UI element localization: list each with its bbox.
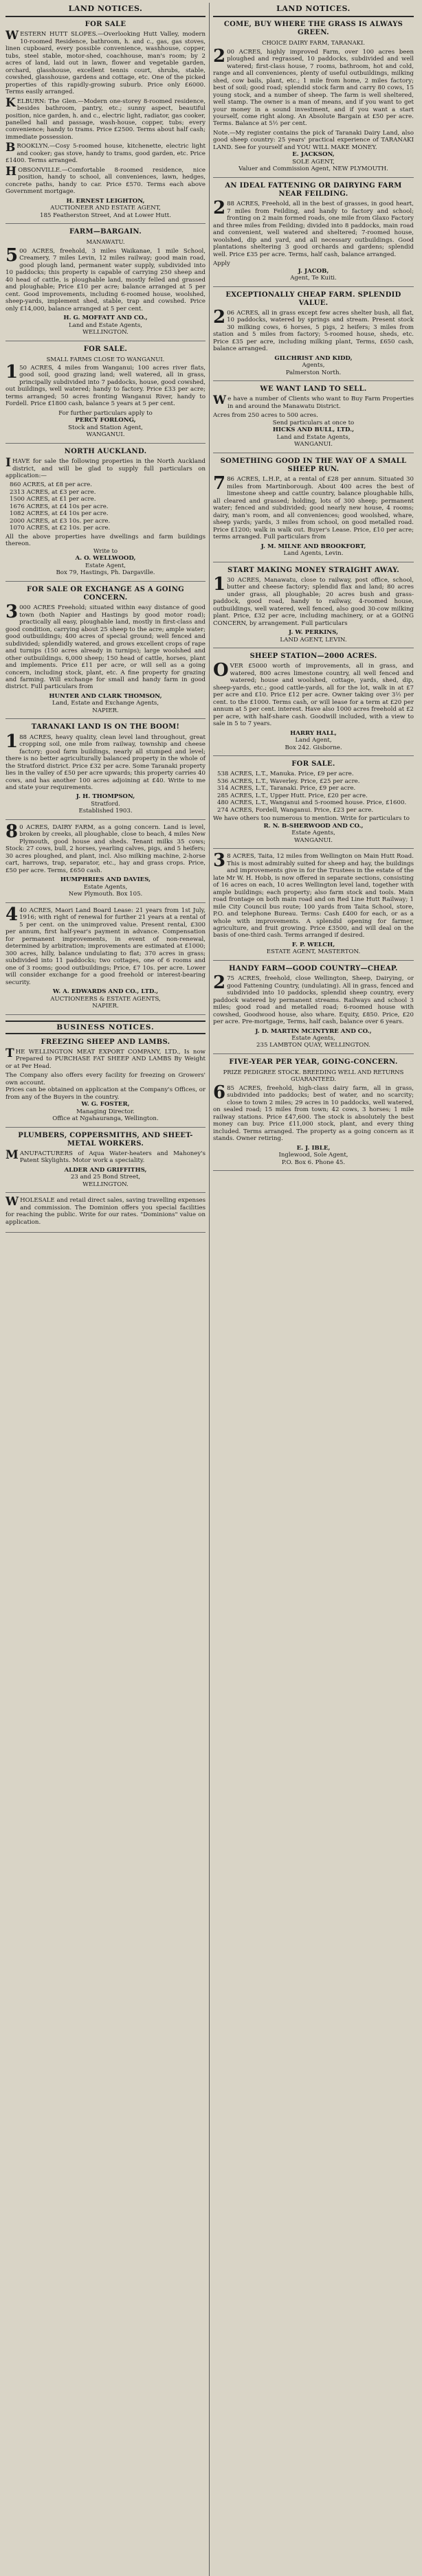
list-item: 274 ACRES, Fordell, Wanganui. Price, £23 per acre. xyxy=(217,806,374,814)
list-item: 2000 ACRES, at £3 10s. per acre. xyxy=(10,517,111,525)
ad-pedigree-stock xyxy=(213,1058,414,1171)
right-column xyxy=(210,3,417,2576)
ad-signature: H. G. MOFFATT AND CO., xyxy=(63,315,148,322)
ad-body: 38 ACRES, Taita, 12 miles from Wellington on Main Hutt Road. This is most admirably suited for sheep and hay, the buildings and improvements give in for the Trustees in the estate of the late Mr W. H. Hobb, is now offered in separate sections, consisting of 16 acres on each, 10 acres Wellington level land, together with ample buildings; each property; also farm stock and tools. Main road frontage on both main road and on Red Line Hutt Railway; 1 mile City Council bus route; 100 yards from Taita School, store, P.O. and telephone Bureau. Terms: Cash £400 for each, or as a whole with improvements. A splendid opening for farmer, agriculture, and fruit growing. Price £3500, and will deal on the basis of one-third cash. Terms arranged if desired. xyxy=(213,850,414,939)
ad-taranaki-boom xyxy=(5,723,206,820)
ad-plumbers xyxy=(5,1132,206,1194)
ad-body-kelburn: KELBURN: The Glen.—Modern one-storey 8-roomed residence, besides bathroom, pantry, etc.; sunny aspect, beautiful position, nice garden, h. and c., electric light, radiator, gas cooker, panelled hall and passage, wash-house, copper, tubs; every convenience; handy to trams. Price £2500. Terms about half cash; immediate possession. xyxy=(5,95,206,141)
ad-heading: FARM—BARGAIN. xyxy=(69,228,142,236)
ad-body: 3000 ACRES Freehold; situated within easy distance of good town (both Napier and Hastings by good motor road); practically all easy, ploughable land, mostly in first-class and good condition, carrying about 25 sheep to the acre; ample water; good outbuildings; 400 acres of special ground; well fenced and subdivided; splendidly watered, and grows excellent crops of rape and turnips (150 acres already in turnips); large woolshed and other outbuildings. 6,000 sheep; 150 head of cattle, horses, plant and implements. Price £11 per acre, or will sell as a going concern, including stock, plant, etc. A fine property for grazing and farming. Will exchange for small and handy farm in good district. Full particulars from xyxy=(5,602,206,691)
ad-signature: ALDER AND GRIFFITHS, xyxy=(64,1166,147,1174)
ad-handy-farm xyxy=(213,965,414,1054)
ad-heading: SOMETHING GOOD IN THE WAY OF A SMALL SHEEP RUN. xyxy=(220,457,407,474)
ad-signature: J. M. MILNE AND BROOKFORT, xyxy=(260,543,366,550)
ad-body: 200 ACRES, highly improved Farm, over 100 acres been ploughed and regrassed, 10 paddocks, subdivided and well watered; first-class house, 7 rooms, bathroom, hot and cold, range and all conveniences, plenty of useful outbuildings, milking shed, cow bails, plant, etc.; 1 mile from home, 2 miles factory; best of soil; good road; splendid stock farm and carry 80 cows, 15 young stock, and a number of sheep. The farm is well sheltered, well stamp. The owner is a man of means, and if you want to get your money in a sound investment, and if you want a start yourself, come right along. An Absolute Bargain at £50 per acre. Terms. Balance at 5½ per cent. xyxy=(213,45,414,128)
list-item: 536 ACRES, L.T., Waverley. Price, £25 per acre. xyxy=(217,777,360,785)
right-column-header: LAND NOTICES. xyxy=(213,3,414,17)
ad-signature-sub: Stratford. xyxy=(91,800,120,808)
list-item: 2313 ACRES, at £3 per acre. xyxy=(10,488,96,496)
ad-address: WANGANUI. xyxy=(86,431,125,439)
ad-line: All the above properties have dwellings and farm buildings thereon. xyxy=(5,533,206,548)
ad-subheading: PRIZE PEDIGREE STOCK. BREEDING WELL AND RETURNS GUARANTEED. xyxy=(223,1069,404,1083)
ad-signature-sub: Agent, Te Kuiti. xyxy=(290,275,337,282)
ad-body: IHAVE for sale the following properties in the North Auckland district, and will be glad to supply full particulars on application:— xyxy=(5,456,206,479)
ad-heading: FOR SALE. xyxy=(291,760,335,768)
ad-line: Prices can be obtained on application at the Company's Offices, or from any of the Buyers in the country. xyxy=(5,1086,206,1101)
ad-signature: PERCY FORLONG, xyxy=(75,417,136,424)
ad-signature: H. ERNEST LEIGHTON, xyxy=(66,197,145,205)
ad-address: Box 79, Hastings, Ph. Dargaville. xyxy=(56,569,155,577)
ad-heading: PLUMBERS, COPPERSMITHS, AND SHEET-METAL WORKERS. xyxy=(18,1131,193,1148)
ad-signature-sub: LAND AGENT, LEVIN. xyxy=(280,636,347,643)
ad-heading: WE WANT LAND TO SELL. xyxy=(260,385,367,394)
ad-signature: W. G. FOSTER, xyxy=(81,1101,130,1108)
ad-signature: E. JACKSON, xyxy=(292,151,335,159)
ad-signature-sub: Land and Estate Agents, xyxy=(276,433,351,441)
ad-line: Note.—My register contains the pick of Taranaki Dairy Land, also good sheep country: 25 years' practical experience of TARANAKI LAND. See for yourself and YOU WILL MAKE MONEY. xyxy=(213,129,414,151)
ad-signature: E. J. IBLE, xyxy=(296,1144,331,1152)
ad-subheading: CHOICE DAIRY FARM, TARANAKI. xyxy=(262,39,365,47)
ad-address: WELLINGTON. xyxy=(82,329,129,337)
ad-signature: J. H. THOMPSON, xyxy=(76,793,135,801)
ad-signature-sub: Stock and Station Agent, xyxy=(68,424,143,431)
ad-body: 275 ACRES, freehold, close Wellington, Sheep, Dairying, or good Fattening Country, (undulating). All in grass, fenced and subdivided into 10 paddocks, splendid sheep country, every paddock watered by permanent streams. Railways and school 3 miles; good road and metalled road; 6-roomed house with cowshed, Goodwood house, also whare. Equity, £850. Price, £20 per acre. Pre-mortgage, Terms, half cash, balance over 6 years. xyxy=(213,972,414,1026)
ad-taita xyxy=(213,850,414,961)
ad-signature-sub: Land Agent, xyxy=(295,737,332,744)
ad-line: Acres from 250 acres to 500 acres. xyxy=(213,412,318,420)
ad-feilding-farm xyxy=(213,182,414,287)
ad-taranaki-dairy xyxy=(213,21,414,178)
ad-body: WHOLESALE and retail direct sales, saving travelling expenses and commission. The Dominion offers you special facilities for reaching the public. Write for our rates. "Dominions" value on application. xyxy=(5,1195,206,1226)
ad-signature-sub: SOLE AGENT, xyxy=(292,158,335,166)
list-item: 1070 ACRES, at £2 10s. per acre. xyxy=(10,525,111,532)
ad-body: 288 ACRES, Freehold, all in the best of grasses, in good heart, 7 miles from Feilding, and handy to factory and school; fronting on 2 main formed roads, one mile from Glaxo Factory and three miles from Feilding; divided into 8 paddocks, main road and convenient, well watered and sheltered; 7-roomed house, woolshed, dip and yard, and all necessary outbuildings. Good plantations sheltering 3 good orchards and gardens; splendid well. Price £35 per acre. Terms, half cash, balance arranged. xyxy=(213,198,414,258)
ad-body: 786 ACRES, L.H.P., at a rental of £28 per annum. Situated 30 miles from Martinborough. About 400 acres the best of limestone sheep and cattle country, balance ploughable hills, all cleared and grassed; holding, lots of 300 sheep; permanent water; fenced and subdivided; good nearly new house, 4 rooms; dairy, man's room, and all conveniences; good woolshed, whare, sheep yards; yards, 3 miles from school, on good metalled road. Price £1200; walk in walk out. Buyer's Lease. Price, £10 per acre; terms arranged. Full particulars from xyxy=(213,473,414,541)
ad-address: NAPIER. xyxy=(92,707,119,714)
ad-address: WELLINGTON. xyxy=(82,1181,129,1188)
ad-body: OVER £5000 worth of improvements, all in grass, and watered, 800 acres limestone country, all well fenced and watered; house and woolshed, cottage, yards, shed, dip, sheep-yards, etc.; good cattle-yards, all for the lot, walk in at £7 per acre and £10. Price £12 per acre. Owner taking over 3½ per cent. to the £1000. Terms cash, or will lease for a term at £20 per annum at 5 per cent. interest. Have also 1000 acres freehold at £2 per acre, with half-share cash. Goodwill included, with a view to sale in 5 to 7 years. xyxy=(213,660,414,728)
ad-signature: R. N. B-SHERWOOD AND CO., xyxy=(263,822,364,830)
ad-manawatu-farm xyxy=(5,228,206,341)
ad-signature-sub: Estate Agents, xyxy=(83,883,128,891)
ad-heading: FOR SALE. xyxy=(83,345,128,353)
ad-body-hobsonville: HOBSONVILLE.—Comfortable 8-roomed residence, nice position, handy to school, all conveniences, lawn, hedges, concrete paths, handy to car. Price £570. Terms each above Government mortgage. xyxy=(5,164,206,196)
ad-heading: FOR SALE xyxy=(85,21,126,28)
ad-body: THE WELLINGTON MEAT EXPORT COMPANY, LTD., Is now Prepared to PURCHASE FAT SHEEP AND LAMBS By Weight or at Per Head. xyxy=(5,1046,206,1070)
ad-line: The Company also offers every facility for freezing on Growers' own account. xyxy=(5,1072,206,1086)
ad-heading: HANDY FARM—GOOD COUNTRY—CHEAP. xyxy=(229,964,398,972)
ad-heading: FIVE-YEAR PER YEAR, GOING-CONCERN. xyxy=(229,1058,398,1066)
ad-signature: HUNTER AND CLARK THOMSON, xyxy=(49,692,162,700)
ad-address: WANGANUI. xyxy=(293,441,333,448)
ad-signature: J. W. PERKINS, xyxy=(288,629,339,637)
ad-signature: HARRY HALL, xyxy=(290,729,337,737)
ad-address: P.O. Box 6. Phone 45. xyxy=(281,1159,346,1166)
ad-dairy-farm-new-plymouth xyxy=(5,821,206,903)
ad-address: 235 LAMBTON QUAY, WELLINGTON. xyxy=(256,1042,370,1049)
ad-body: 440 ACRES, Maori Land Board Lease: 21 years from 1st July, 1916; with right of renewal for further 21 years at a rental of 5 per cent. on the unimproved value. Present rental, £300 per annum, first half-year's payment in advance. Compensation for permanent improvements, in event of non-renewal, determined by arbitration; improvements are estimated at £1000; 300 acres, hilly, balance undulating to flat; 370 acres in grass; subdivided into 11 paddocks; two cottages, one of 6 rooms and one of 3 rooms; good outbuildings; Price, £7 10s. per acre. Lower will consider exchange for a good freehold or interest-bearing security. xyxy=(5,904,206,986)
ad-list xyxy=(213,771,414,814)
ad-heading: AN IDEAL FATTENING OR DAIRYING FARM NEAR FEILDING. xyxy=(225,181,402,198)
ad-signature: F. P. WELCH, xyxy=(291,941,335,948)
ad-body: 206 ACRES, all in grass except few acres shelter bush, all flat, 10 paddocks, watered by springs and stream. Present stock 30 milking cows, 6 horses, 5 pigs, 2 heifers; 3 miles from station and 5 miles from factory; 5-roomed house, sheds, etc. Price £35 per acre, including milking plant, Terms, £650 cash, balance arranged. xyxy=(213,306,414,353)
ad-address: WANGANUI. xyxy=(293,836,333,844)
ad-signature: W. A. EDWARDS AND CO., LTD., xyxy=(52,988,159,996)
ad-heading: NORTH AUCKLAND. xyxy=(64,447,147,455)
ad-body: 80 ACRES, DAIRY FARM, as a going concern. Land is level, broken by creeks, all ploughable, close to beach, 4 miles New Plymouth, good house and sheds. Tenant milks 35 cows; Stock: 27 cows, bull, 2 horses, yearling calves, pigs, and 5 heifers; 30 acres ploughed, and plant, incl. Also milking machine, 2-horse cart, harrows, trap, separator, etc., hay and grass crops. Price, £50 per acre. Terms, £650 cash. xyxy=(5,821,206,874)
ad-heading: COME, BUY WHERE THE GRASS IS ALWAYS GREEN. xyxy=(223,21,403,37)
left-column xyxy=(2,3,210,2576)
ad-wholesale xyxy=(5,1197,206,1233)
ad-freezing-sheep xyxy=(5,1038,206,1128)
ad-western-hutt xyxy=(5,21,206,224)
ad-line: Write to xyxy=(93,547,118,555)
ad-signature-sub: Agents, xyxy=(302,362,325,369)
ad-signature-sub: Land and Estate Agents, xyxy=(69,321,142,329)
ad-body: 130 ACRES, Manawatu, close to railway, post office, school, butter and cheese factory; splendid flax and land; 80 acres under grass, all ploughable; 20 acres bush and grass-paddock, good road, handy to railway, 4-roomed house, outbuildings, well watered, well fenced, also good 30-cow milking plant. Price, £32 per acre, including machinery, or at a GOING CONCERN, by arrangement. Full particulars xyxy=(213,573,414,627)
ad-body: 500 ACRES, freehold, 3 miles Waikanae, 1 mile School, Creamery, 7 miles Levin, 12 miles railway; good main road, good plough land, permanent water supply, subdivided into 10 paddocks; this property is capable of carrying 250 sheep and 40 head of cattle, is ploughable land, mostly felled and grassed and ploughable; Price £10 per acre; balance arranged at 5 per cent. Good improvements, including 6-roomed house, woolshed, sheep-yards, implement shed, stable, trap and cowshed. Price only £14,000, balance arranged at 5 per cent. xyxy=(5,244,206,312)
list-item: 314 ACRES, L.T., Taranaki. Price, £9 per acre. xyxy=(217,785,356,793)
ad-address: NAPIER. xyxy=(92,1003,119,1010)
ad-signature: J. JACOB, xyxy=(298,267,329,275)
ad-signature-sub: 23 and 25 Bond Street, xyxy=(70,1174,141,1181)
list-item: 480 ACRES, L.T., Wanganui and 5-roomed house. Price, £1600. xyxy=(217,799,407,807)
ad-line: Send particulars at once to xyxy=(272,419,355,426)
ad-body: 188 ACRES, heavy quality, clean level land throughout, great cropping soil, one mile from railway, township and cheese factory; good farm buildings, nearly all stumped and level; there is no better agriculturally balanced property in the whole of the Stratford district. Price £32 per acre. Some Taranaki property lies in the valley of £50 per acre upwards; this property carries 40 cows, and has another 100 acres adjoining at £40. Write to me and state your requirements. xyxy=(5,731,206,791)
ad-heading: TARANAKI LAND IS ON THE BOOM! xyxy=(31,723,180,731)
list-item: 860 ACRES, at £8 per acre. xyxy=(10,481,92,489)
left-column-header: LAND NOTICES. xyxy=(5,3,206,17)
ad-signature: HICKS AND BULL, LTD., xyxy=(272,426,355,434)
ad-line: For further particulars apply to xyxy=(58,409,153,417)
ad-signature: HUMPHRIES AND DAVIES, xyxy=(60,876,151,884)
ad-heading: SHEEP STATION—2000 ACRES. xyxy=(249,652,377,661)
ad-signature-sub: AUCTIONEERS & ESTATE AGENTS, xyxy=(50,995,161,1003)
ad-signature-sub: Estate Agents, xyxy=(291,1035,335,1042)
ad-signature-sub: Estate Agents, xyxy=(291,830,335,837)
ad-heading: EXCEPTIONALLY CHEAP FARM. SPLENDID VALUE. xyxy=(225,290,401,307)
ad-body: 150 ACRES, 4 miles from Wanganui; 100 acres river flats, good soil, good grazing land; well watered, all in grass, principally subdivided into 7 paddocks, house, good cowshed, out buildings, well watered; handy to factory. Price £33 per acre; terms arranged; 50 acres fronting Wanganui River, handy to Fordell. Price £1800 cash, balance 5 years at 5 per cent. xyxy=(5,361,206,408)
ad-start-making-money xyxy=(213,567,414,649)
ad-small-sheep-run xyxy=(213,457,414,562)
list-item: 1082 ACRES, at £4 10s per acre. xyxy=(10,510,109,518)
ad-heading: FREEZING SHEEP AND LAMBS. xyxy=(41,1038,170,1046)
ad-address: New Plymouth. Box 105. xyxy=(68,891,143,898)
ad-body: We have a number of Clients who want to Buy Farm Properties in and around the Manawatu District. xyxy=(213,394,414,410)
ad-north-auckland xyxy=(5,448,206,582)
ad-sheep-station xyxy=(213,652,414,756)
ad-signature-sub: Land Agents, Levin. xyxy=(283,550,344,558)
ad-signature-sub: Estate Agent, xyxy=(85,562,126,569)
ad-body: 685 ACRES, freehold, high-class dairy farm, all in grass, subdivided into paddocks; best of water, and no scarcity; close to town 2 miles; 29 acres in 10 paddocks, well watered, on sealed road; 15 miles from town; 42 cows, 3 horses; 1 mile railway stations. Price £47,600. The stock is absolutely the best money can buy. Price £11,000 stock, plant, and every thing included. Terms arranged. The property as a going concern as it stands. Owner retiring. xyxy=(213,1082,414,1143)
ad-heading: FOR SALE OR EXCHANGE AS A GOING CONCERN. xyxy=(27,585,184,602)
ad-signature-sub: Land, Estate and Exchange Agents, xyxy=(52,700,159,707)
list-item: 1500 ACRES, at £1 per acre. xyxy=(10,496,96,503)
ad-body: MANUFACTURERS of Aqua Water-heaters and Mahoney's Patent Skylights. Motor work a speciality. xyxy=(5,1148,206,1165)
ad-signature-sub: ESTATE AGENT, MASTERTON. xyxy=(266,948,361,956)
ad-subheading: MANAWATU. xyxy=(86,238,125,246)
ad-heading: START MAKING MONEY STRAIGHT AWAY. xyxy=(227,566,400,574)
ad-list xyxy=(5,481,206,532)
ad-line: We have others too numerous to mention. Write for particulars to xyxy=(213,815,410,823)
ad-cheap-farm xyxy=(213,291,414,382)
ad-signature: A. O. WELLWOOD, xyxy=(75,555,136,562)
list-item: 538 ACRES, L.T., Manuka. Price, £9 per acre. xyxy=(217,771,354,778)
ad-for-sale-list xyxy=(213,760,414,849)
ad-address: Box 242. Gisborne. xyxy=(285,744,342,751)
business-notices-header: BUSINESS NOTICES. xyxy=(5,1021,206,1034)
ad-signature-sub: Inglewood, Sole Agent, xyxy=(278,1152,348,1159)
ad-wanganui-small-farms xyxy=(5,345,206,444)
ad-subheading: SMALL FARMS CLOSE TO WANGANUI. xyxy=(46,355,165,363)
ad-address: Established 1903. xyxy=(78,808,133,815)
ad-want-land xyxy=(213,385,414,453)
ad-address: Valuer and Commission Agent, NEW PLYMOUTH. xyxy=(238,166,388,173)
ad-address: Palmerston North. xyxy=(285,369,342,376)
list-item: 1676 ACRES, at £4 10s per acre. xyxy=(10,503,109,510)
ad-signature: GILCHRIST AND KIDD, xyxy=(274,354,353,362)
ad-line: Apply xyxy=(213,260,230,268)
ad-exchange-going-concern xyxy=(5,586,206,720)
ad-address: Office at Ngahauranga, Wellington. xyxy=(52,1115,159,1123)
ad-signature: J. D. MARTIN MCINTYRE AND CO., xyxy=(255,1027,372,1035)
ad-address: 185 Featherston Street, And at Lower Hutt. xyxy=(40,212,171,219)
ad-body: WESTERN HUTT SLOPES.—Overlooking Hutt Valley, modern 10-roomed Residence, bathroom, h. and c., gas, gas stoves, linen cupboard, every possible convenience, washhouse, copper, tubs, steel stable, motor-shed, coachhouse, man's room; by 2 acres of land, laid out in lawn, flower and vegetable garden, orchard, glasshouse, excellent tennis court, shrubs, stable, cowshed, glasshouse, gardens and cottage, etc. One of the picked properties of this rapidly-growing suburb. Price only £6000. Terms easily arranged. xyxy=(5,29,206,96)
ad-body-brooklyn: BROOKLYN.—Cosy 5-roomed house, kitchenette, electric light and cooker; gas stove, handy to trams, good garden, etc. Price £1400. Terms arranged. xyxy=(5,141,206,165)
ad-maori-lease xyxy=(5,904,206,1015)
list-item: 285 ACRES, L.T., Upper Hutt. Price, £20 per acre. xyxy=(217,792,368,799)
ad-signature-sub: AUCTIONEER AND ESTATE AGENT, xyxy=(50,205,161,212)
ad-signature-sub: Managing Director. xyxy=(76,1108,135,1115)
